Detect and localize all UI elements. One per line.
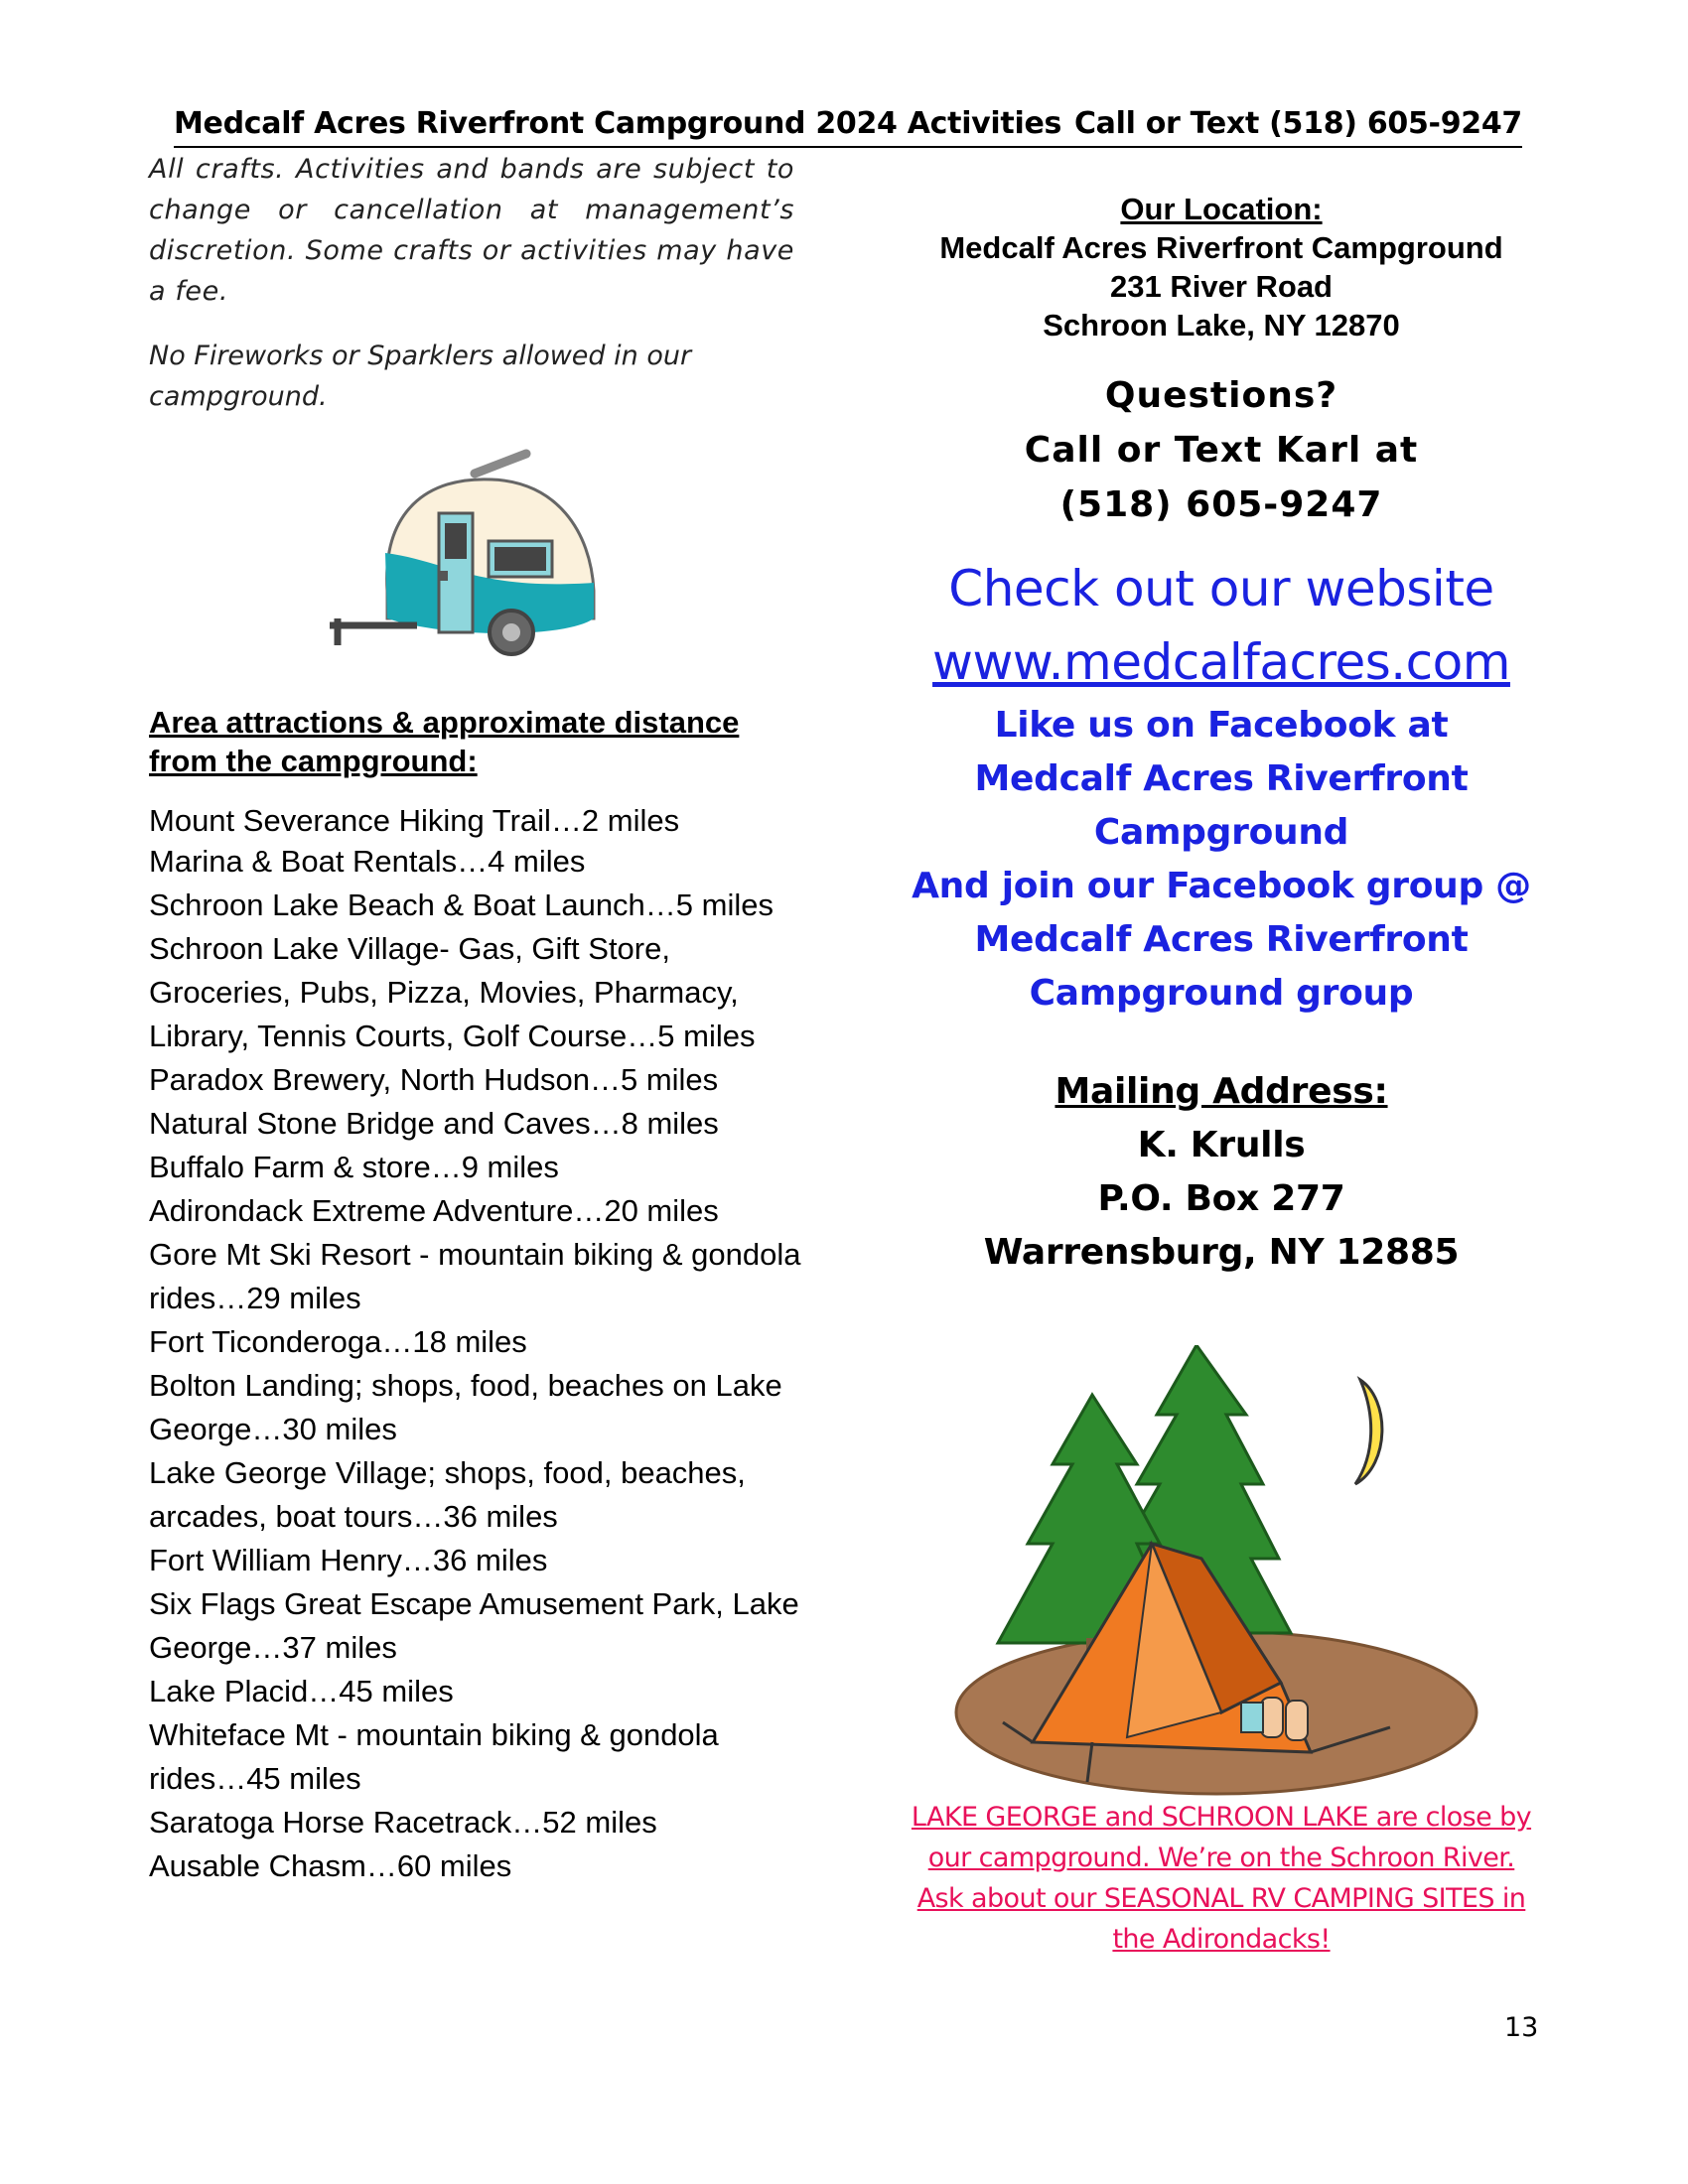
list-item: Gore Mt Ski Resort - mountain biking & gondola rides…29 miles bbox=[149, 1237, 801, 1315]
attractions-list bbox=[149, 802, 804, 1888]
mailing-city: Warrensburg, NY 12885 bbox=[983, 1232, 1460, 1273]
facebook-group-line-1: And join our Facebook group @ bbox=[912, 866, 1531, 906]
left-column bbox=[149, 149, 794, 417]
list-item: Whiteface Mt - mountain biking & gondola rides…45 miles bbox=[149, 1717, 719, 1796]
list-item: Natural Stone Bridge and Caves…8 miles bbox=[149, 1106, 719, 1141]
facebook-group-line-2: Medcalf Acres Riverfront bbox=[974, 919, 1469, 960]
disclaimer-text: All crafts. Activities and bands are subject to change or cancellation at management’s discretion. Some crafts or activities may have a fee. bbox=[149, 154, 794, 307]
page-header bbox=[174, 102, 1522, 148]
location-street: 231 River Road bbox=[1110, 269, 1333, 304]
website-callout: Check out our website bbox=[948, 560, 1494, 617]
list-item: Adirondack Extreme Adventure…20 miles bbox=[149, 1193, 719, 1228]
attractions-heading-line1: Area attractions & approximate distance bbox=[149, 705, 740, 740]
list-item: Ausable Chasm…60 miles bbox=[149, 1848, 512, 1883]
list-item: Mount Severance Hiking Trail…2 miles bbox=[149, 803, 680, 838]
fireworks-notice: No Fireworks or Sparklers allowed in our campground. bbox=[149, 341, 692, 412]
questions-heading: Questions? bbox=[1104, 375, 1338, 416]
list-item: Saratoga Horse Racetrack…52 miles bbox=[149, 1805, 657, 1840]
list-item: Paradox Brewery, North Hudson…5 miles bbox=[149, 1062, 719, 1097]
list-item: Fort William Henry…36 miles bbox=[149, 1543, 548, 1577]
website-link[interactable]: www.medcalfacres.com bbox=[932, 633, 1510, 691]
list-item: Marina & Boat Rentals…4 miles bbox=[149, 844, 586, 879]
mailing-box: P.O. Box 277 bbox=[1097, 1178, 1345, 1219]
promo-line-4: the Adirondacks! bbox=[1112, 1924, 1331, 1955]
seasonal-promo[interactable] bbox=[894, 1797, 1549, 1960]
promo-line-2: our campground. We’re on the Schroon River. bbox=[927, 1843, 1515, 1873]
facebook-line-1: Like us on Facebook at bbox=[994, 705, 1449, 746]
right-column bbox=[874, 149, 1569, 1280]
list-item: Six Flags Great Escape Amusement Park, Lake George…37 miles bbox=[149, 1586, 799, 1665]
camper-trailer-icon bbox=[328, 442, 626, 670]
questions-block bbox=[874, 368, 1569, 532]
location-city: Schroon Lake, NY 12870 bbox=[1043, 308, 1400, 342]
list-item: Lake Placid…45 miles bbox=[149, 1674, 454, 1708]
tent-camping-icon bbox=[953, 1345, 1484, 1797]
promo-line-3: Ask about our SEASONAL RV CAMPING SITES in bbox=[916, 1883, 1526, 1914]
page-title: Medcalf Acres Riverfront Campground 2024 Activities bbox=[174, 106, 1062, 141]
location-name: Medcalf Acres Riverfront Campground bbox=[939, 230, 1503, 265]
attractions-heading bbox=[149, 703, 804, 780]
location-heading: Our Location: bbox=[1120, 192, 1323, 226]
list-item: Lake George Village; shops, food, beaches, arcades, boat tours…36 miles bbox=[149, 1455, 746, 1534]
page-number: 13 bbox=[1504, 2012, 1539, 2043]
attractions-heading-line2: from the campground: bbox=[149, 744, 478, 778]
facebook-line-2: Medcalf Acres Riverfront bbox=[974, 758, 1469, 799]
list-item: Buffalo Farm & store…9 miles bbox=[149, 1150, 559, 1184]
mailing-heading: Mailing Address: bbox=[1055, 1071, 1388, 1112]
mailing-name: K. Krulls bbox=[1137, 1125, 1306, 1165]
facebook-line-3: Campground bbox=[1093, 812, 1349, 853]
list-item: Schroon Lake Beach & Boat Launch…5 miles bbox=[149, 887, 774, 922]
list-item: Fort Ticonderoga…18 miles bbox=[149, 1324, 527, 1359]
facebook-group-line-3: Campground group bbox=[1029, 973, 1414, 1014]
list-item: Bolton Landing; shops, food, beaches on Lake George…30 miles bbox=[149, 1368, 782, 1446]
header-contact: Call or Text (518) 605-9247 bbox=[1073, 106, 1522, 141]
questions-call: Call or Text Karl at bbox=[1024, 430, 1419, 471]
questions-phone: (518) 605-9247 bbox=[1059, 484, 1383, 525]
promo-line-1: LAKE GEORGE and SCHROON LAKE are close by bbox=[911, 1802, 1532, 1833]
list-item: Schroon Lake Village- Gas, Gift Store, Groceries, Pubs, Pizza, Movies, Pharmacy, Library, Tennis Courts, Golf Course…5 miles bbox=[149, 931, 756, 1053]
